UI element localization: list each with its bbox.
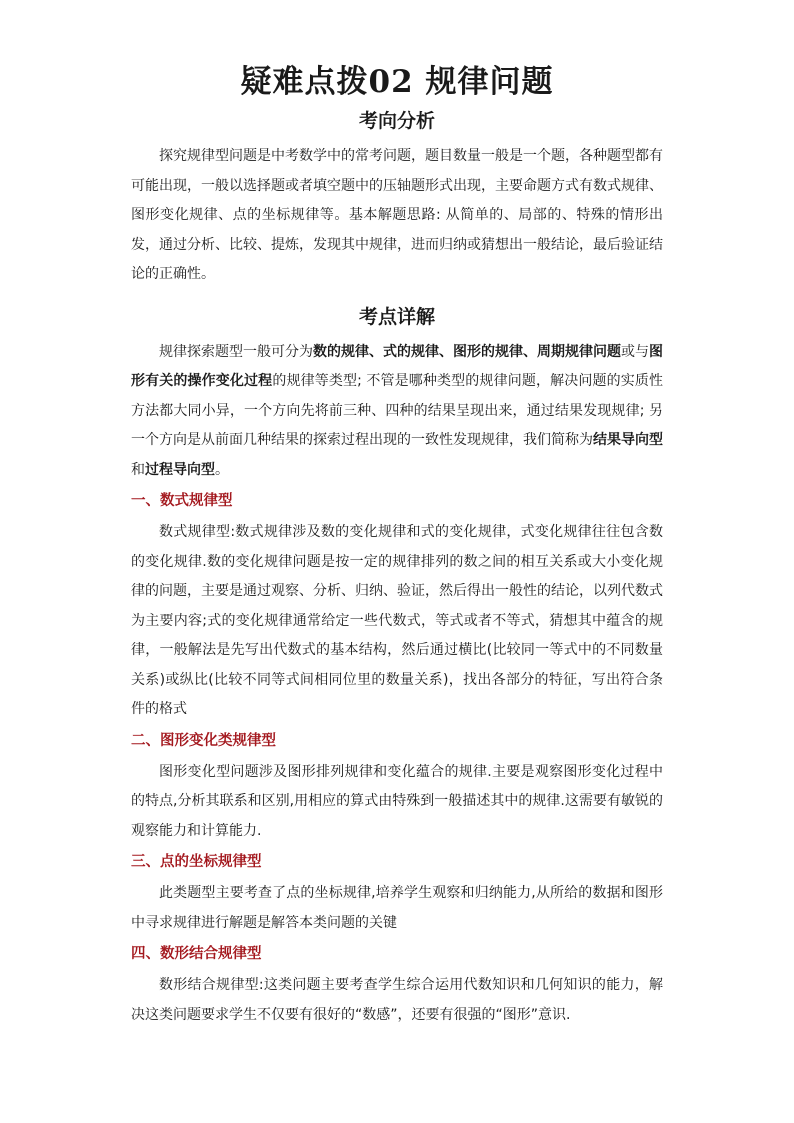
- intro-bold-1: 数的规律、式的规律、图形的规律、周期规律问题: [313, 343, 621, 360]
- intro-text-4: 和: [131, 461, 145, 478]
- document-page: [131, 62, 663, 1030]
- intro-bold-3: 结果导向型: [593, 432, 663, 448]
- section-text-coordinate-pattern: 此类题型主要考查了点的坐标规律,培养学生观察和归纳能力,从所给的数据和图形中寻求规律进行解题是解答本类问题的关键: [131, 885, 663, 931]
- section-text-number-pattern: 数式规律型:数式规律涉及数的变化规律和式的变化规律，式变化规律往往包含数的变化规律.数的变化规律问题是按一定的规律排列的数之间的相互关系或大小变化规律的问题，主要是通过观察、分析、归纳、验证，然后得出一般性的结论，以列代数式为主要内容;式的变化规律通常给定一些代数式，等式或者不等式，猜想其中蕴含的规律，一般解法是先写出代数式的基本结构，然后通过横比(比较同一等式中的不同数量关系)或纵比(比较不同等式间相同位里的数量关系)，找出各部分的特征，写出符合条件的格式: [131, 524, 663, 717]
- document-title: 疑难点拨02 规律问题: [240, 64, 554, 100]
- intro-bold-2: 图形有关的操作变化过程: [131, 343, 663, 389]
- section-text-number-shape-pattern: 数形结合规律型:这类问题主要考查学生综合运用代数知识和几何知识的能力，解决这类问题要求学生不仅要有很好的“数感”，还要有很强的“图形”意识.: [131, 977, 663, 1023]
- intro-bold-4: 过程导向型: [145, 461, 215, 478]
- details-heading: 考点详解: [358, 305, 435, 328]
- analysis-paragraph: 探究规律型问题是中考数学中的常考问题，题目数量一般是一个题，各种题型都有可能出现，一般以选择题或者填空题中的压轴题形式出现，主要命题方式有数式规律、图形变化规律、点的坐标规律等。基本解题思路: 从简单的、局部的、特殊的情形出发，通过分析、比较、提炼，发现其中规律，进而归纳或猜想出一般结论，最后验证结论的正确性。: [131, 148, 663, 282]
- section-heading-number-shape-pattern: 四、数形结合规律型: [131, 946, 262, 962]
- section-heading-coordinate-pattern: 三、点的坐标规律型: [131, 854, 262, 870]
- intro-text-3: 的规律等类型; 不管是哪种类型的规律问题，解决问题的实质性方法都大同小异，一个方向先将前三种、四种的结果呈现出来，通过结果发现规律; 另一个方向是从前面几种结果的探索过程出现的一致性发现规律，我们简称为: [131, 373, 664, 448]
- intro-text-1: 规律探索题型一般可分为: [159, 343, 313, 360]
- intro-text-5: 。: [215, 461, 229, 478]
- intro-text-2: 或与: [621, 343, 649, 360]
- section-text-shape-pattern: 图形变化型问题涉及图形排列规律和变化蕴合的规律.主要是观察图形变化过程中的特点,分析其联系和区别,用相应的算式由特殊到一般描述其中的规律.这需要有敏锐的观察能力和计算能力.: [131, 763, 663, 839]
- analysis-heading: 考向分析: [358, 110, 435, 132]
- section-heading-number-pattern: 一、数式规律型: [131, 493, 233, 509]
- details-intro-paragraph: [131, 338, 663, 486]
- section-heading-shape-pattern: 二、图形变化类规律型: [131, 732, 276, 749]
